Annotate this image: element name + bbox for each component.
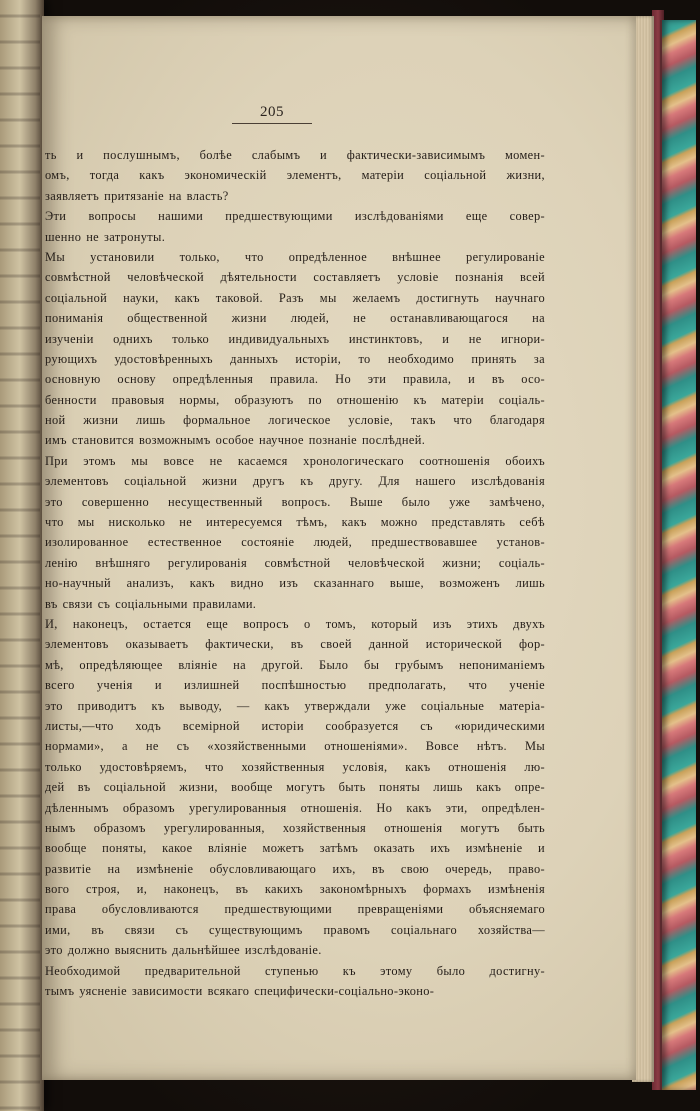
text-line: въ связи съ соціальными правилами. [45,596,257,611]
text-line: это приводитъ къ выводу, — какъ утверждали уже соціальные матеріа- [45,698,545,713]
left-page-text-fragments [0,0,40,1111]
text-line: это совершенно несущественный вопросъ. Выше было уже замѣчено, [45,494,545,509]
text-line: только удостовѣряемъ, что хозяйственныя условія, какъ отношенія лю- [45,759,545,774]
text-line: шенно не затронуты. [45,229,166,244]
page-number-rule [232,123,312,124]
text-line: ими, въ связи съ существующимъ правомъ соціальнаго хозяйства— [45,922,545,937]
text-line: омъ, тогда какъ экономическій элементъ, матеріи соціальной жизни, [45,168,545,183]
text-line: нымъ образомъ урегулированныя, хозяйственныя отношенія могутъ быть [45,820,545,835]
text-line: ной жизни лишь формальное логическое условіе, такъ что благодаря [45,413,545,428]
text-line: Мы установили только, что опредѣленное внѣшнее регулированіе [45,249,545,264]
text-line: вообще поняты, какое вліяніе можетъ затѣмъ оказать ихъ измѣненіе и [45,841,545,856]
text-line: всего ученія и излишней поспѣшностью предполагать, что ученіе [45,678,545,693]
text-line: имъ становится возможнымъ особое научное познаніе послѣдней. [45,433,426,448]
text-line: бенности правовыя нормы, образуютъ по отношенію къ матеріи соціаль- [45,392,545,407]
text-line: тымъ уясненіе зависимости всякаго специфически-соціально-эконо- [45,984,435,999]
text-line: соціальной науки, какъ таковой. Разъ мы желаемъ достигнуть научнаго [45,290,545,305]
text-line: права обусловливаются предшествующими превращеніями объясняемаго [45,902,545,917]
text-line: заявляетъ притязаніе на власть? [45,188,229,203]
text-line: Необходимой предварительной ступенью къ этому было достигну- [45,963,545,978]
text-line: При этомъ мы вовсе не касаемся хронологическаго соотношенія обоихъ [45,453,545,468]
text-line: но-научный анализъ, какъ видно изъ сказаннаго выше, возможенъ лишь [45,576,545,591]
text-line: что мы нисколько не интересуемся тѣмъ, какъ можно представлять себѣ [45,515,545,530]
text-line: дѣленнымъ образомъ урегулированныя отношенія. Но какъ эти, опредѣлен- [45,800,545,815]
page-text [45,145,545,1001]
text-line: ленію внѣшняго регулированія совмѣстной человѣческой жизни; соціаль- [45,555,545,570]
left-page-curl [0,0,44,1111]
text-line: вого строя, и, наконецъ, въ какихъ закономѣрныхъ формахъ измѣненія [45,882,545,897]
text-line: мѣ, опредѣляющее вліяніе на другой. Было бы грубымъ непониманіемъ [45,657,545,672]
page-number: 205 [260,104,284,120]
text-line: Эти вопросы нашими предшествующими изслѣдованіями еще совер- [45,209,545,224]
book-page [42,16,636,1080]
text-line: пониманія общественной жизни людей, не останавливающагося на [45,311,545,326]
text-line: элементовъ соціальной жизни другъ къ другу. Для нашего изслѣдованія [45,474,545,489]
text-line: изолированное естественное состояніе людей, предшествовавшее установ- [45,535,545,550]
text-line: изученіи однихъ только индивидуальныхъ инстинктовъ, и не игнори- [45,331,545,346]
text-line: развитіе на измѣненіе обусловливающаго ихъ, въ свою очередь, право- [45,861,545,876]
marbled-cover [660,20,696,1090]
text-line: элементовъ оказываетъ фактически, въ своей данной исторической фор- [45,637,545,652]
text-line: совмѣстной человѣческой дѣятельности составляетъ условіе познанія всей [45,270,545,285]
text-line: ть и послушнымъ, болѣе слабымъ и фактически-зависимымъ момен- [45,148,545,162]
text-line: рующихъ удостовѣренныхъ данныхъ исторіи, то необходимо принять за [45,351,545,366]
text-line: нормами», а не съ «хозяйственными отношеніями». Вовсе нѣтъ. Мы [45,739,545,754]
text-line: дей въ соціальной жизни, вообще могутъ быть поняты лишь какъ опре- [45,780,545,795]
text-line: это должно выяснить дальнѣйшее изслѣдованіе. [45,943,322,958]
text-line: И, наконецъ, остается еще вопросъ о томъ, который изъ этихъ двухъ [45,616,545,631]
text-line: листы,—что ходъ всемірной исторіи сообразуется съ «юридическими [45,718,545,733]
text-line: основную основу опредѣленныя правила. Но эти правила, и въ осо- [45,372,545,387]
